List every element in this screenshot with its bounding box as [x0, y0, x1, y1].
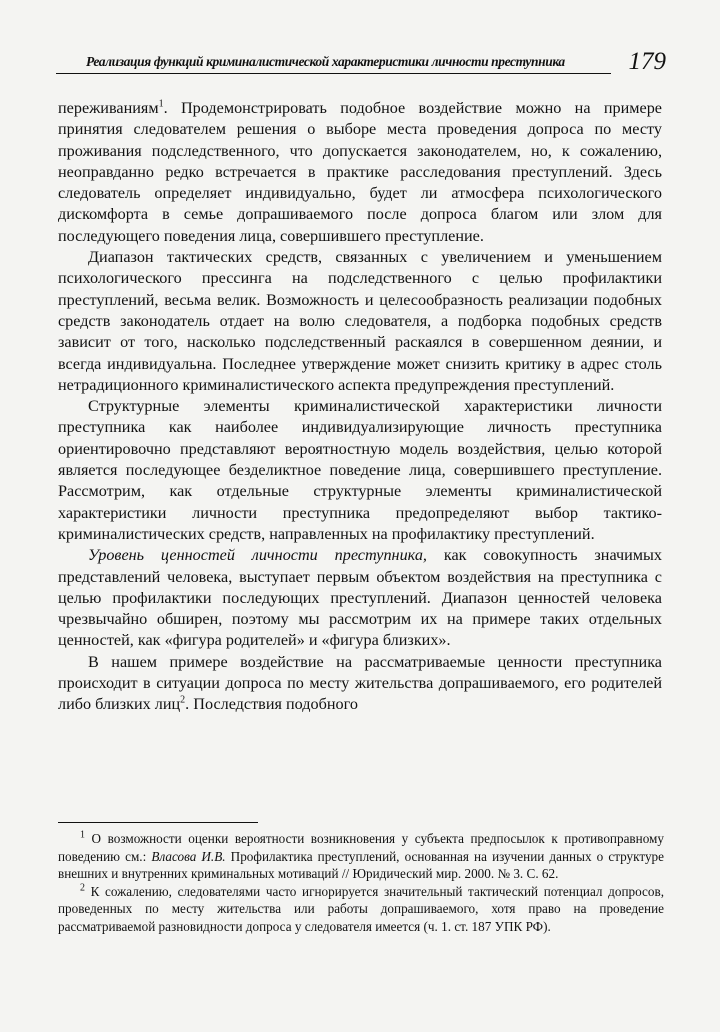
paragraph-5-text-a: В нашем примере воздействие на рассматриваемые ценности преступника происходит в ситуации допроса по месту жительства допрашиваемого, его родителей либо близких лиц [58, 652, 662, 714]
footnote-ref-1: 1 [158, 98, 164, 110]
page-number: 179 [628, 48, 666, 75]
paragraph-1 [58, 98, 662, 247]
paragraph-1-text-a: переживаниям [58, 99, 159, 117]
paragraph-5-text-b: . Последствия подобного [185, 695, 358, 714]
paragraph-3: Структурные элементы криминалистической характеристики личности преступника как наиболее индивидуализирующие личность преступника ориентировочно представляют вероятностную модель воздействия, целью которой является последующее безделиктное поведение лица, совершившего преступление. Рассмотрим, как отдельные структурные элементы криминалистической характеристики личности преступника предопределяют выбор тактико-криминалистических средств, направленных на профилактику преступлений. [58, 397, 662, 543]
footnote-2 [58, 883, 664, 936]
footnote-1-text-a: О возможности оценки вероятности возникновения у субъекта предпосылок к противоправному поведению см.: [58, 831, 664, 864]
footnote-1-text-b: Профилактика преступлений, основанная на изучении данных о структуре внешних и внутренних криминальных мотиваций // Юридический мир. 2000. № 3. С. 62. [58, 848, 664, 882]
footnote-2-text: К сожалению, следователями часто игнорируется значительный тактический потенциал допросов, проведенных по месту жительства или работы допрашиваемого, хотя право на проведение рассматриваемой разновидности допроса у следователя имеется (ч. 1. ст. 187 УПК РФ). [58, 883, 664, 934]
footnote-2-mark: 2 [80, 882, 85, 894]
footnote-rule [58, 822, 258, 823]
page-header [56, 50, 668, 84]
paragraph-2: Диапазон тактических средств, связанных с увеличением и уменьшением психологического прессинга на подследственного с целью профилактики преступлений, весьма велик. Возможность и целесообразность реализации подобных средств законодатель отдает на волю следователя, а подборка подобных средств зависит от того, насколько подследственный раскаялся в совершенном деянии, и всегда индивидуальна. Последнее утверждение может снизить критику в адрес столь нетрадиционного криминалистического аспекта предупреждения преступлений. [58, 248, 662, 394]
footnotes [58, 830, 664, 936]
running-title: Реализация функций криминалистической характеристики личности преступника [86, 54, 565, 69]
paragraph-4-emphasis: Уровень ценностей личности преступника, [88, 546, 427, 565]
body-text [58, 98, 662, 716]
paragraph-5 [58, 652, 662, 716]
footnote-1-author: Власова И.В. [151, 848, 226, 864]
paragraph-4 [58, 545, 662, 651]
paragraph-4-text: как совокупность значимых представлений человека, выступает первым объектом воздействия на преступника с целью профилактики последующих преступлений. Диапазон ценностей человека чрезвычайно обширен, поэтому мы рассмотрим их на примере таких отдельных ценностей, как «фигура родителей» и «фигура близких». [58, 546, 662, 650]
footnote-1-mark: 1 [80, 829, 85, 841]
paragraph-1-text-b: . Продемонстрировать подобное воздействие можно на примере принятия следователем решения о выборе места проведения допроса по месту проживания подследственного, что допускается законодателем, но, к сожалению, неоправданно редко встречается в практике расследования преступлений. Здесь следователь определяет индивидуально, будет ли атмосфера психологического дискомфорта в семье допрашиваемого после допроса благом или злом для последующего поведения лица, совершившего преступление. [58, 99, 662, 245]
header-rule [56, 73, 611, 74]
footnote-1 [58, 830, 664, 883]
footnote-ref-2: 2 [180, 694, 186, 706]
